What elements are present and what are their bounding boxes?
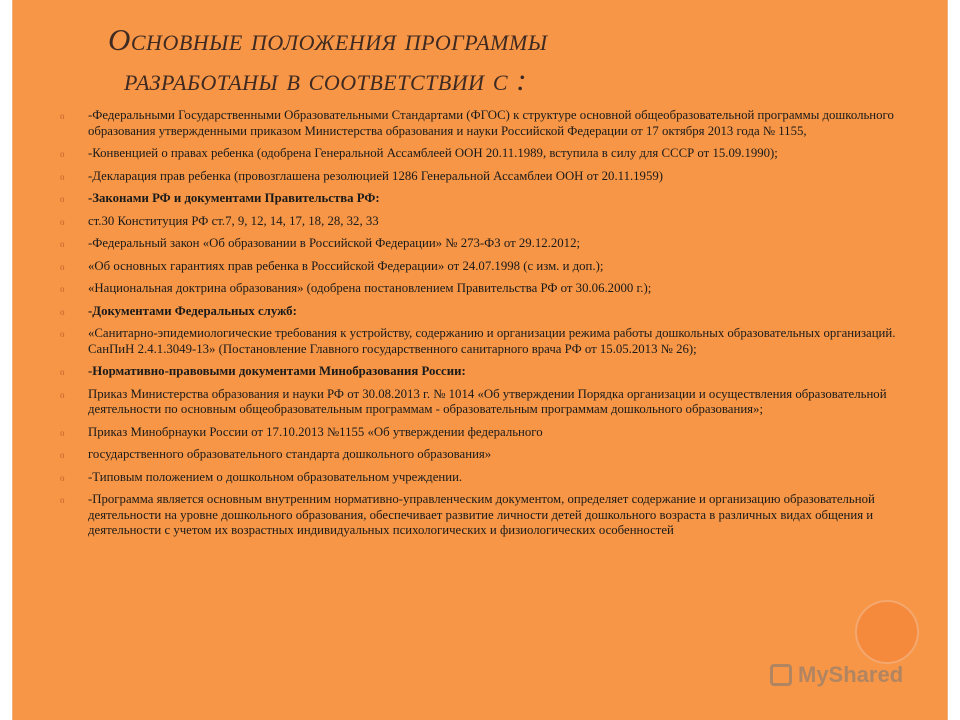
watermark <box>770 662 903 688</box>
list-item <box>60 447 900 463</box>
list-item <box>60 191 900 207</box>
list-item-text: Приказ Минобрнауки России от 17.10.2013 №1155 «Об утверждении федерального <box>88 424 543 439</box>
list-item-text: -Федеральный закон «Об образовании в Российской Федерации» № 273-ФЗ от 29.12.2012; <box>88 236 581 250</box>
list-item <box>60 281 900 297</box>
list-item <box>60 169 900 185</box>
list-item <box>60 259 900 275</box>
list-item <box>60 236 900 252</box>
bullet-icon: o <box>60 367 65 377</box>
list-item-text: -Документами Федеральных служб: <box>88 303 297 318</box>
list-item-text: «Санитарно-эпидемиологические требования к устройству, содержанию и организации режима работы дошкольных образовательных организаций. СанПиН 2.4.1.3049-13» (Постановление Главного государственного санитарного врача РФ от 15.05.2013 № 26); <box>88 326 896 356</box>
bullet-icon: o <box>60 284 65 294</box>
list-item <box>60 304 900 320</box>
list-item-text: «Национальная доктрина образования» (одобрена постановлением Правительства РФ от 30.06.2000 г.); <box>88 281 652 295</box>
bullet-icon: o <box>60 111 65 121</box>
bullet-icon: o <box>60 389 65 400</box>
slide-title <box>108 20 868 100</box>
bullet-icon: o <box>60 261 65 272</box>
title-line-1: Основные положения программы <box>108 22 548 57</box>
list-item-text: -Нормативно-правовыми документами Минобразования России: <box>88 364 466 378</box>
list-item-text: «Об основных гарантиях прав ребенка в Российской Федерации» от 24.07.1998 (с изм. и доп.); <box>88 258 604 273</box>
list-item-text: -Конвенцией о правах ребенка (одобрена Генеральной Ассамблеей ООН 20.11.1989, вступила в силу для СССР от 15.09.1990); <box>88 146 778 160</box>
list-item <box>60 425 900 441</box>
list-item-text: государственного образовательного стандарта дошкольного образования» <box>88 447 492 461</box>
bullet-icon: o <box>60 239 65 249</box>
bullet-icon: o <box>60 149 65 159</box>
decorative-circle <box>855 600 919 664</box>
list-item-text: -Типовым положением о дошкольном образовательном учреждении. <box>88 469 463 484</box>
bullet-icon: o <box>60 427 65 438</box>
bullet-icon: o <box>60 450 65 460</box>
list-item-text: -Декларация прав ребенка (провозглашена резолюцией 1286 Генеральной Ассамблеи ООН от 20.11.1959) <box>88 168 664 183</box>
bullet-icon: o <box>60 495 65 505</box>
bullet-icon: o <box>60 194 65 204</box>
bullet-icon: o <box>60 329 65 339</box>
list-item <box>60 387 900 418</box>
bullet-icon: o <box>60 171 65 182</box>
bullet-icon: o <box>60 216 65 227</box>
list-item-text: -Программа является основным внутренним нормативно-управленческим документом, определяет содержание и организацию образовательной деятельности на уровне дошкольного образования, обеспечивает развитие личности детей дошкольного возраста в различных видах общения и деятельности с учетом их возрастных индивидуальных психологических и физиологических особенностей <box>88 492 875 537</box>
list-item <box>60 470 900 486</box>
list-item-text: Приказ Министерства образования и науки РФ от 30.08.2013 г. № 1014 «Об утверждении Порядка организации и осуществления образовательной деятельности по основным общеобразовательным программам - образовательным программам дошкольного образования»; <box>88 386 887 416</box>
bullet-icon: o <box>60 472 65 483</box>
list-item <box>60 492 900 539</box>
list-item-text: -Федеральными Государственными Образовательными Стандартами (ФГОС) к структуре основной общеобразовательной программы дошкольного образования утвержденными приказом Министерства образования и науки Российской Федерации от 17 октября 2013 года № 1155, <box>88 108 894 138</box>
list-item <box>60 326 900 357</box>
watermark-text: MyShared <box>798 662 904 687</box>
watermark-icon <box>770 664 792 686</box>
list-item-text: -Законами РФ и документами Правительства РФ: <box>88 191 380 205</box>
title-line-2: разработаны в соответствии с : <box>124 62 528 97</box>
list-item <box>60 364 900 380</box>
list-item <box>60 108 900 139</box>
list-item-text: ст.30 Конституция РФ ст.7, 9, 12, 14, 17, 18, 28, 32, 33 <box>88 213 379 228</box>
list-item <box>60 214 900 230</box>
bullet-list <box>60 108 900 546</box>
bullet-icon: o <box>60 306 65 317</box>
list-item <box>60 146 900 162</box>
